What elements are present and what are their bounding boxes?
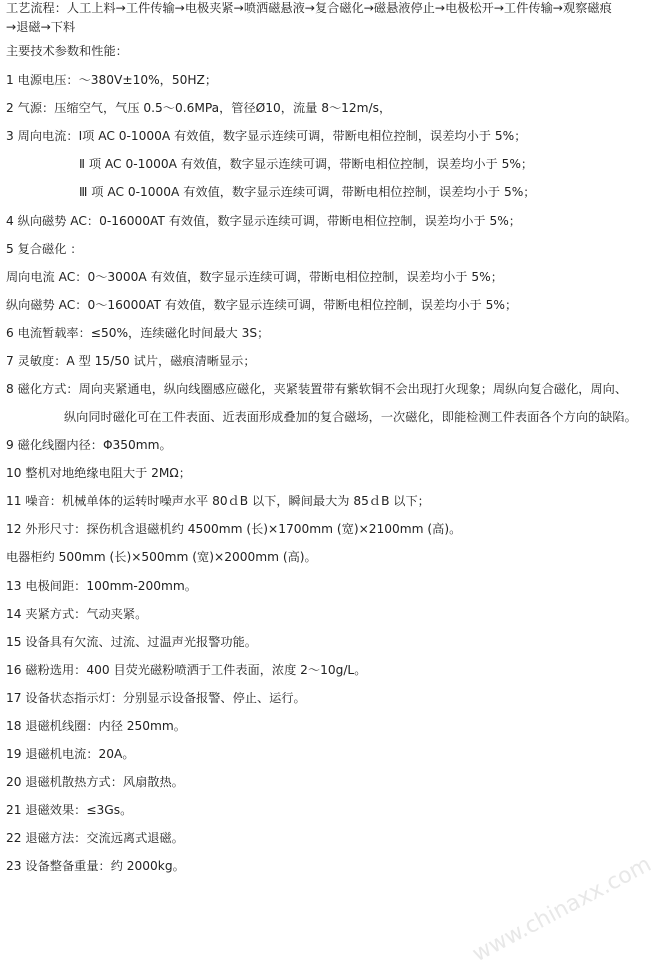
- spec-item-4: 4 纵向磁势 AC：0-16000AT 有效值，数字显示连续可调，带断电相位控制，误差均小于 5%；: [6, 214, 521, 228]
- process-flow-line-1: 工艺流程：人工上料→工件传输→电极夹紧→喷洒磁悬液→复合磁化→磁悬液停止→电极松开→工件传输→观察磁痕: [6, 1, 612, 15]
- spec-item-5-circumferential: 周向电流 AC：0～3000A 有效值，数字显示连续可调，带断电相位控制，误差均小于 5%；: [6, 270, 503, 284]
- spec-item-12-cabinet: 电器柜约 500mm (长)×500mm (宽)×2000mm (高)。: [6, 550, 317, 564]
- process-flow-line-2: →退磁→下料: [6, 20, 76, 34]
- spec-item-21: 21 退磁效果：≤3Gs。: [6, 803, 133, 817]
- spec-item-23: 23 设备整备重量：约 2000kg。: [6, 859, 185, 873]
- spec-item-8: 8 磁化方式：周向夹紧通电，纵向线圈感应磁化，夹紧装置带有紫软铜不会出现打火现象；周纵向复合磁化，周向、: [6, 382, 628, 396]
- spec-item-15: 15 设备具有欠流、过流、过温声光报警功能。: [6, 635, 257, 649]
- spec-item-5: 5 复合磁化 ：: [6, 242, 83, 256]
- spec-item-6: 6 电流暂载率：≤50%，连续磁化时间最大 3S；: [6, 326, 270, 340]
- spec-item-18: 18 退磁机线圈：内径 250mm。: [6, 719, 186, 733]
- spec-item-20: 20 退磁机散热方式：风扇散热。: [6, 775, 184, 789]
- spec-item-11: 11 噪音：机械单体的运转时噪声水平 80ｄB 以下，瞬间最大为 85ｄB 以下；: [6, 494, 430, 508]
- spec-item-2: 2 气源：压缩空气，气压 0.5～0.6MPa，管径Ø10，流量 8～12m/s，: [6, 101, 392, 115]
- spec-item-17: 17 设备状态指示灯：分别显示设备报警、停止、运行。: [6, 691, 306, 705]
- spec-item-12: 12 外形尺寸：探伤机含退磁机约 4500mm (长)×1700mm (宽)×2100mm (高)。: [6, 522, 462, 536]
- spec-item-3-phase-3: Ⅲ 项 AC 0-1000A 有效值，数字显示连续可调，带断电相位控制，误差均小于 5%；: [79, 185, 536, 199]
- spec-item-9: 9 磁化线圈内径：Φ350mm。: [6, 438, 172, 452]
- spec-item-3-phase-2: Ⅱ 项 AC 0-1000A 有效值，数字显示连续可调，带断电相位控制，误差均小于 5%；: [79, 157, 534, 171]
- spec-item-5-longitudinal: 纵向磁势 AC：0～16000AT 有效值，数字显示连续可调，带断电相位控制，误差均小于 5%；: [6, 298, 518, 312]
- spec-item-14: 14 夹紧方式：气动夹紧。: [6, 607, 148, 621]
- spec-item-16: 16 磁粉选用：400 目荧光磁粉喷洒于工件表面，浓度 2～10g/L。: [6, 663, 367, 677]
- spec-item-10: 10 整机对地绝缘电阻大于 2MΩ；: [6, 466, 191, 480]
- spec-item-13: 13 电极间距：100mm-200mm。: [6, 579, 197, 593]
- spec-item-7: 7 灵敏度：A 型 15/50 试片，磁痕清晰显示；: [6, 354, 256, 368]
- spec-item-8-continued: 纵向同时磁化可在工件表面、近表面形成叠加的复合磁场，一次磁化，即能检测工件表面各个方向的缺陷。: [64, 410, 637, 424]
- spec-item-22: 22 退磁方法：交流远离式退磁。: [6, 831, 184, 845]
- spec-item-1: 1 电源电压：～380V±10%，50HZ；: [6, 73, 218, 87]
- watermark: www.chinaxx.com: [468, 851, 656, 967]
- spec-item-19: 19 退磁机电流：20A。: [6, 747, 135, 761]
- spec-heading: 主要技术参数和性能：: [6, 44, 128, 58]
- spec-item-3: 3 周向电流：Ⅰ项 AC 0-1000A 有效值，数字显示连续可调，带断电相位控制，误差均小于 5%；: [6, 129, 527, 143]
